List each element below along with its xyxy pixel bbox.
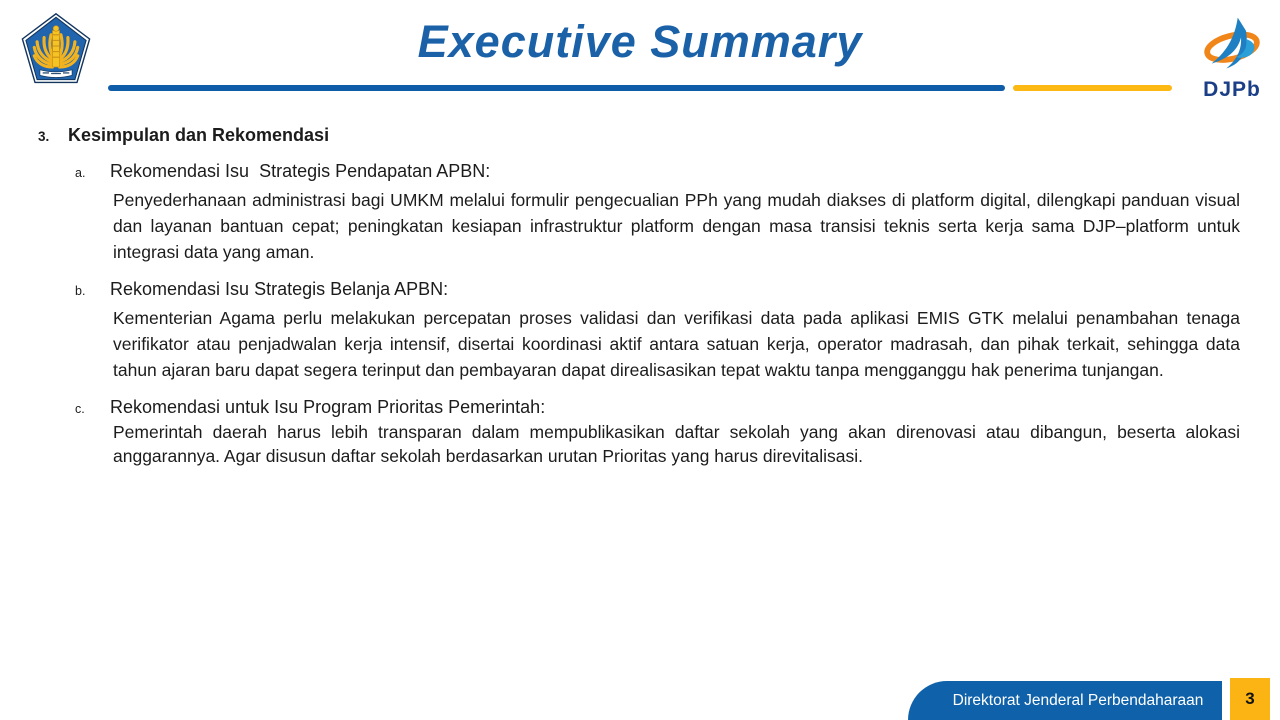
slide-content: [0, 125, 1280, 477]
recommendation-item-b: [0, 279, 1280, 383]
djpb-logo-text: DJPb: [1203, 78, 1261, 101]
page-title: Executive Summary: [417, 16, 863, 67]
item-b-body: Kementerian Agama perlu melakukan percepatan proses validasi dan verifikasi data pada aplikasi EMIS GTK melalui penambahan tenaga verifikator atau penjadwalan kerja intensif, disertai koordinasi aktif antara satuan kerja, operator madrasah, dan pihak terkait, sehingga data tahun ajaran baru dapat segera terinput dan pembayaran dapat direalisasikan tepat waktu tanpa mengganggu hak penerima tunjangan.: [113, 308, 1240, 380]
section-heading: [38, 125, 1280, 146]
footer-organization: Direktorat Jenderal Perbendaharaan: [952, 691, 1204, 709]
recommendation-item-a: [0, 161, 1280, 265]
section-title: Kesimpulan dan Rekomendasi: [68, 125, 330, 145]
item-c-heading-row: [75, 397, 1240, 418]
item-a-heading: Rekomendasi Isu Strategis Pendapatan APBN:: [110, 161, 491, 181]
recommendation-item-c: [0, 397, 1280, 468]
item-c-heading: Rekomendasi untuk Isu Program Prioritas Pemerintah:: [110, 397, 546, 417]
footer-bar: [908, 681, 1222, 720]
item-c-body: Pemerintah daerah harus lebih transparan dalam mempublikasikan daftar sekolah yang akan direnovasi atau dibangun, beserta alokasi anggarannya. Agar disusun daftar sekolah berdasarkan urutan Prioritas yang harus direvitalisasi.: [113, 422, 1240, 466]
header-divider-blue: [108, 85, 1005, 91]
djpb-logo-icon: [1195, 16, 1269, 80]
item-b-heading: Rekomendasi Isu Strategis Belanja APBN:: [110, 279, 449, 299]
item-a-body: Penyederhanaan administrasi bagi UMKM melalui formulir pengecualian PPh yang mudah diakses di platform digital, dilengkapi panduan visual dan layanan bantuan cepat; peningkatan kesiapan infrastruktur platform dengan masa transisi teknis serta kerja sama DJP–platform untuk integrasi data yang aman.: [113, 190, 1240, 262]
page-number-badge: 3: [1230, 678, 1270, 720]
item-c-marker: c.: [75, 402, 85, 416]
section-number: 3.: [38, 129, 50, 144]
item-a-heading-row: [75, 161, 1240, 182]
djpb-logo: [1190, 16, 1274, 102]
item-a-marker: a.: [75, 166, 86, 180]
header-divider-gold: [1013, 85, 1172, 91]
item-b-marker: b.: [75, 284, 86, 298]
item-b-heading-row: [75, 279, 1240, 300]
